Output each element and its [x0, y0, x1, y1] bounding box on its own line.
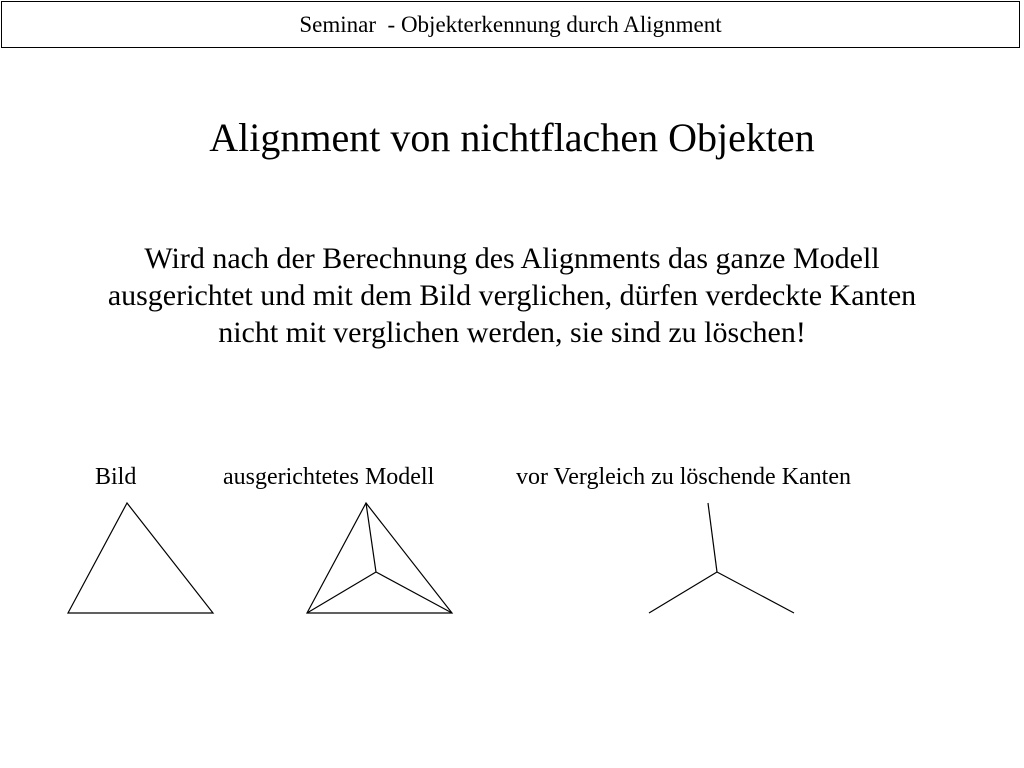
figure-bild-triangle — [68, 503, 213, 613]
model-inner-edge — [376, 572, 452, 613]
figure-hidden-edges — [649, 503, 794, 613]
body-line: nicht mit verglichen werden, sie sind zu löschen! — [218, 316, 806, 349]
figure-aligned-model — [307, 503, 452, 613]
model-outer-triangle — [307, 503, 452, 613]
hidden-edge — [717, 572, 794, 613]
bild-triangle-outline — [68, 503, 213, 613]
hidden-edge — [649, 572, 717, 613]
header-bar — [1, 1, 1020, 48]
body-line: ausgerichtet und mit dem Bild verglichen, dürfen verdeckte Kanten — [107, 279, 917, 312]
hidden-edge — [708, 503, 717, 572]
label-bild: Bild — [95, 464, 137, 490]
header-title: Seminar - Objekterkennung durch Alignment — [299, 11, 722, 37]
slide-body-text — [0, 240, 1024, 351]
body-line: Wird nach der Berechnung des Alignments das ganze Modell — [144, 242, 880, 275]
slide-title: Alignment von nichtflachen Objekten — [209, 115, 815, 160]
label-zu-loeschende-kanten: vor Vergleich zu löschende Kanten — [516, 464, 852, 490]
figures-diagram — [0, 490, 1024, 630]
label-ausgerichtetes-modell: ausgerichtetes Modell — [223, 464, 435, 490]
